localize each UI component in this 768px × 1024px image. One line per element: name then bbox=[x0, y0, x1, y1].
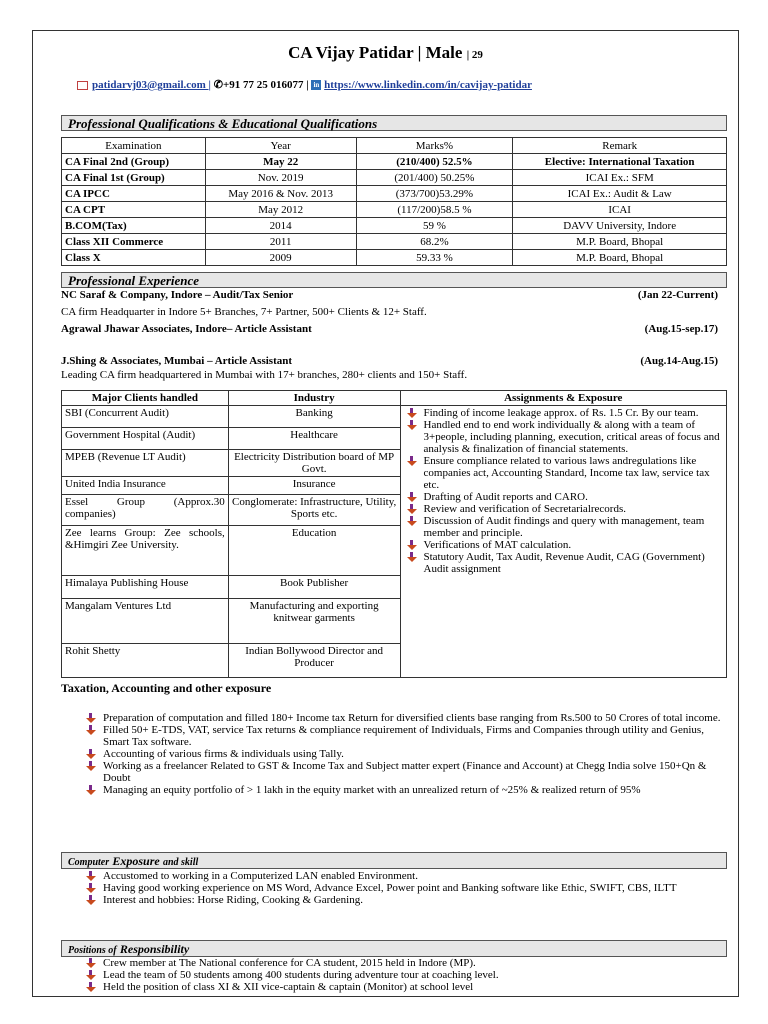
bullet-arrow-icon bbox=[86, 749, 96, 759]
job-period: (Jan 22-Current) bbox=[637, 289, 718, 301]
list-item bbox=[404, 407, 724, 419]
job-title: NC Saraf & Company, Indore – Audit/Tax Senior bbox=[61, 289, 294, 301]
email-link[interactable]: patidarvj03@gmail.com | bbox=[92, 79, 211, 91]
table-cell: Himalaya Publishing House bbox=[62, 576, 229, 599]
bullet-arrow-icon bbox=[407, 408, 417, 418]
responsibility-heading: Positions of Responsibility bbox=[61, 940, 727, 957]
table-header-row bbox=[62, 138, 727, 154]
bullet-arrow-icon bbox=[86, 970, 96, 980]
table-cell: (373/700)53.29% bbox=[356, 186, 513, 202]
table-cell: Class X bbox=[62, 250, 206, 266]
table-row bbox=[62, 170, 727, 186]
table-row bbox=[62, 186, 727, 202]
qualifications-table bbox=[61, 137, 727, 266]
table-cell: Mangalam Ventures Ltd bbox=[62, 599, 229, 644]
table-cell: 59.33 % bbox=[356, 250, 513, 266]
table-cell: Elective: International Taxation bbox=[513, 154, 727, 170]
table-cell: (201/400) 50.25% bbox=[356, 170, 513, 186]
list-item bbox=[83, 748, 723, 760]
resume-page bbox=[32, 30, 739, 997]
table-cell: May 2016 & Nov. 2013 bbox=[205, 186, 356, 202]
list-item bbox=[83, 760, 723, 784]
table-cell: Class XII Commerce bbox=[62, 234, 206, 250]
list-item bbox=[404, 539, 724, 551]
list-item bbox=[83, 882, 723, 894]
column-header: Year bbox=[205, 138, 356, 154]
mail-icon bbox=[77, 81, 88, 90]
column-header: Marks% bbox=[356, 138, 513, 154]
bullet-arrow-icon bbox=[86, 982, 96, 992]
list-item-text: Managing an equity portfolio of > 1 lakh in the equity market with an unrealized return of ~25% & realized return of 95% bbox=[103, 784, 641, 796]
bullet-arrow-icon bbox=[407, 504, 417, 514]
table-cell: Education bbox=[228, 526, 400, 576]
table-cell: Book Publisher bbox=[228, 576, 400, 599]
table-cell: Indian Bollywood Director and Producer bbox=[228, 644, 400, 678]
bullet-arrow-icon bbox=[407, 540, 417, 550]
list-item bbox=[404, 515, 724, 539]
table-cell: Nov. 2019 bbox=[205, 170, 356, 186]
list-item-text: Preparation of computation and filled 180+ Income tax Return for diversified clients base ranging from Rs.500 to 50 Crores of total income. bbox=[103, 712, 721, 724]
list-item-text: Finding of income leakage approx. of Rs. 1.5 Cr. By our team. bbox=[423, 407, 699, 419]
table-row bbox=[62, 154, 727, 170]
list-item bbox=[404, 419, 724, 455]
bullet-arrow-icon bbox=[407, 492, 417, 502]
table-cell: May 2012 bbox=[205, 202, 356, 218]
experience-heading: Professional Experience bbox=[61, 272, 727, 288]
table-cell: 68.2% bbox=[356, 234, 513, 250]
job-title: Agrawal Jhawar Associates, Indore– Article Assistant bbox=[61, 323, 312, 335]
table-row bbox=[62, 202, 727, 218]
list-item-text: Working as a freelancer Related to GST & Income Tax and Subject matter expert (Finance and Account) at Chegg India solve 150+Qn & Doubt bbox=[103, 760, 707, 784]
list-item bbox=[83, 870, 723, 882]
list-item-text: Ensure compliance related to various laws andregulations like companies act, Accounting Standard, Income tax law, service tax etc. bbox=[423, 455, 710, 491]
contact-line bbox=[77, 78, 532, 91]
bullet-arrow-icon bbox=[86, 883, 96, 893]
bullet-arrow-icon bbox=[86, 761, 96, 771]
bullet-arrow-icon bbox=[86, 895, 96, 905]
job-period: (Aug.15-sep.17) bbox=[644, 323, 718, 335]
list-item bbox=[83, 969, 723, 981]
table-cell: Zee learns Group: Zee schools, &Himgiri Zee University. bbox=[62, 526, 229, 576]
list-item bbox=[404, 503, 724, 515]
table-cell: Electricity Distribution board of MP Govt. bbox=[228, 450, 400, 477]
table-cell: M.P. Board, Bhopal bbox=[513, 250, 727, 266]
list-item bbox=[83, 894, 723, 906]
column-header: Examination bbox=[62, 138, 206, 154]
assignments-cell bbox=[400, 406, 727, 678]
table-cell: B.COM(Tax) bbox=[62, 218, 206, 234]
list-item-text: Filled 50+ E-TDS, VAT, service Tax returns & compliance requirement of Individuals, Firms and Companies through utility and Genius, Smart Tax software. bbox=[103, 724, 704, 748]
phone-number: +91 77 25 016077 | bbox=[222, 79, 309, 91]
phone-icon: ✆ bbox=[213, 79, 223, 91]
table-cell: 2014 bbox=[205, 218, 356, 234]
qualifications-heading: Professional Qualifications & Educational Qualifications bbox=[61, 115, 727, 131]
table-cell: MPEB (Revenue LT Audit) bbox=[62, 450, 229, 477]
bullet-arrow-icon bbox=[86, 871, 96, 881]
table-cell: Banking bbox=[228, 406, 400, 428]
table-cell: SBI (Concurrent Audit) bbox=[62, 406, 229, 428]
list-item-text: Review and verification of Secretarialrecords. bbox=[423, 503, 626, 515]
list-item-text: Handled end to end work individually & along with a team of 3+people, including planning, execution, critical areas of focus and analysis & finalization of financial statements. bbox=[423, 419, 720, 455]
column-header: Assignments & Exposure bbox=[400, 391, 727, 406]
list-item bbox=[83, 957, 723, 969]
list-item-text: Verifications of MAT calculation. bbox=[423, 539, 572, 551]
bullet-arrow-icon bbox=[407, 516, 417, 526]
linkedin-icon: in bbox=[311, 80, 321, 90]
list-item bbox=[83, 784, 723, 796]
responsibility-list bbox=[83, 957, 723, 993]
table-cell: Essel Group (Approx.30 companies) bbox=[62, 495, 229, 526]
table-header-row bbox=[62, 391, 727, 406]
taxation-list bbox=[83, 712, 723, 796]
list-item-text: Accounting of various firms & individuals using Tally. bbox=[103, 748, 344, 760]
bullet-arrow-icon bbox=[86, 713, 96, 723]
list-item-text: Statutory Audit, Tax Audit, Revenue Audit, CAG (Government) Audit assignment bbox=[423, 551, 705, 575]
list-item bbox=[83, 981, 723, 993]
job-title: J.Shing & Associates, Mumbai – Article Assistant bbox=[61, 355, 293, 367]
list-item-text: Held the position of class XI & XII vice-captain & captain (Monitor) at school level bbox=[103, 981, 474, 993]
table-row bbox=[62, 234, 727, 250]
table-cell: CA Final 1st (Group) bbox=[62, 170, 206, 186]
taxation-heading: Taxation, Accounting and other exposure bbox=[61, 681, 272, 695]
list-item bbox=[404, 491, 724, 503]
table-cell: United India Insurance bbox=[62, 477, 229, 495]
job-description: Leading CA firm headquartered in Mumbai with 17+ branches, 280+ clients and 150+ Staff. bbox=[61, 369, 468, 381]
table-cell: CA Final 2nd (Group) bbox=[62, 154, 206, 170]
table-cell: CA CPT bbox=[62, 202, 206, 218]
bullet-arrow-icon bbox=[407, 420, 417, 430]
table-cell: DAVV University, Indore bbox=[513, 218, 727, 234]
computer-heading: Computer Exposure and skill bbox=[61, 852, 727, 869]
list-item-text: Crew member at The National conference for CA student, 2015 held in Indore (MP). bbox=[103, 957, 476, 969]
clients-table bbox=[61, 390, 727, 678]
list-item bbox=[83, 724, 723, 748]
job-description: CA firm Headquarter in Indore 5+ Branches, 7+ Partner, 500+ Clients & 12+ Staff. bbox=[61, 306, 427, 318]
table-cell: Healthcare bbox=[228, 428, 400, 450]
table-cell: Government Hospital (Audit) bbox=[62, 428, 229, 450]
table-row bbox=[62, 406, 727, 428]
list-item-text: Interest and hobbies: Horse Riding, Cooking & Gardening. bbox=[103, 894, 363, 906]
table-cell: M.P. Board, Bhopal bbox=[513, 234, 727, 250]
table-cell: CA IPCC bbox=[62, 186, 206, 202]
bullet-arrow-icon bbox=[407, 552, 417, 562]
bullet-arrow-icon bbox=[86, 958, 96, 968]
bullet-arrow-icon bbox=[407, 456, 417, 466]
column-header: Major Clients handled bbox=[62, 391, 229, 406]
table-cell: ICAI bbox=[513, 202, 727, 218]
list-item-text: Discussion of Audit findings and query with management, team member and principle. bbox=[423, 515, 705, 539]
table-cell: Conglomerate: Infrastructure, Utility, Sports etc. bbox=[228, 495, 400, 526]
table-cell: 2011 bbox=[205, 234, 356, 250]
table-cell: 59 % bbox=[356, 218, 513, 234]
table-row bbox=[62, 218, 727, 234]
table-cell: ICAI Ex.: Audit & Law bbox=[513, 186, 727, 202]
job-period: (Aug.14-Aug.15) bbox=[640, 355, 718, 367]
table-cell: Manufacturing and exporting knitwear garments bbox=[228, 599, 400, 644]
column-header: Remark bbox=[513, 138, 727, 154]
table-cell: (210/400) 52.5% bbox=[356, 154, 513, 170]
linkedin-link[interactable]: https://www.linkedin.com/in/cavijay-patidar bbox=[324, 79, 532, 91]
page-title: CA Vijay Patidar | Male | 29 bbox=[288, 43, 483, 62]
table-cell: Rohit Shetty bbox=[62, 644, 229, 678]
bullet-arrow-icon bbox=[86, 785, 96, 795]
list-item-text: Having good working experience on MS Word, Advance Excel, Power point and Banking software like Ethic, SWIFT, CBS, ILTT bbox=[103, 882, 677, 894]
table-cell: (117/200)58.5 % bbox=[356, 202, 513, 218]
table-row bbox=[62, 250, 727, 266]
table-cell: Insurance bbox=[228, 477, 400, 495]
list-item bbox=[83, 712, 723, 724]
table-cell: 2009 bbox=[205, 250, 356, 266]
table-cell: ICAI Ex.: SFM bbox=[513, 170, 727, 186]
column-header: Industry bbox=[228, 391, 400, 406]
computer-list bbox=[83, 870, 723, 906]
list-item bbox=[404, 551, 724, 575]
list-item bbox=[404, 455, 724, 491]
list-item-text: Drafting of Audit reports and CARO. bbox=[423, 491, 588, 503]
list-item-text: Accustomed to working in a Computerized LAN enabled Environment. bbox=[103, 870, 418, 882]
bullet-arrow-icon bbox=[86, 725, 96, 735]
table-cell: May 22 bbox=[205, 154, 356, 170]
list-item-text: Lead the team of 50 students among 400 students during adventure tour at coaching level. bbox=[103, 969, 499, 981]
